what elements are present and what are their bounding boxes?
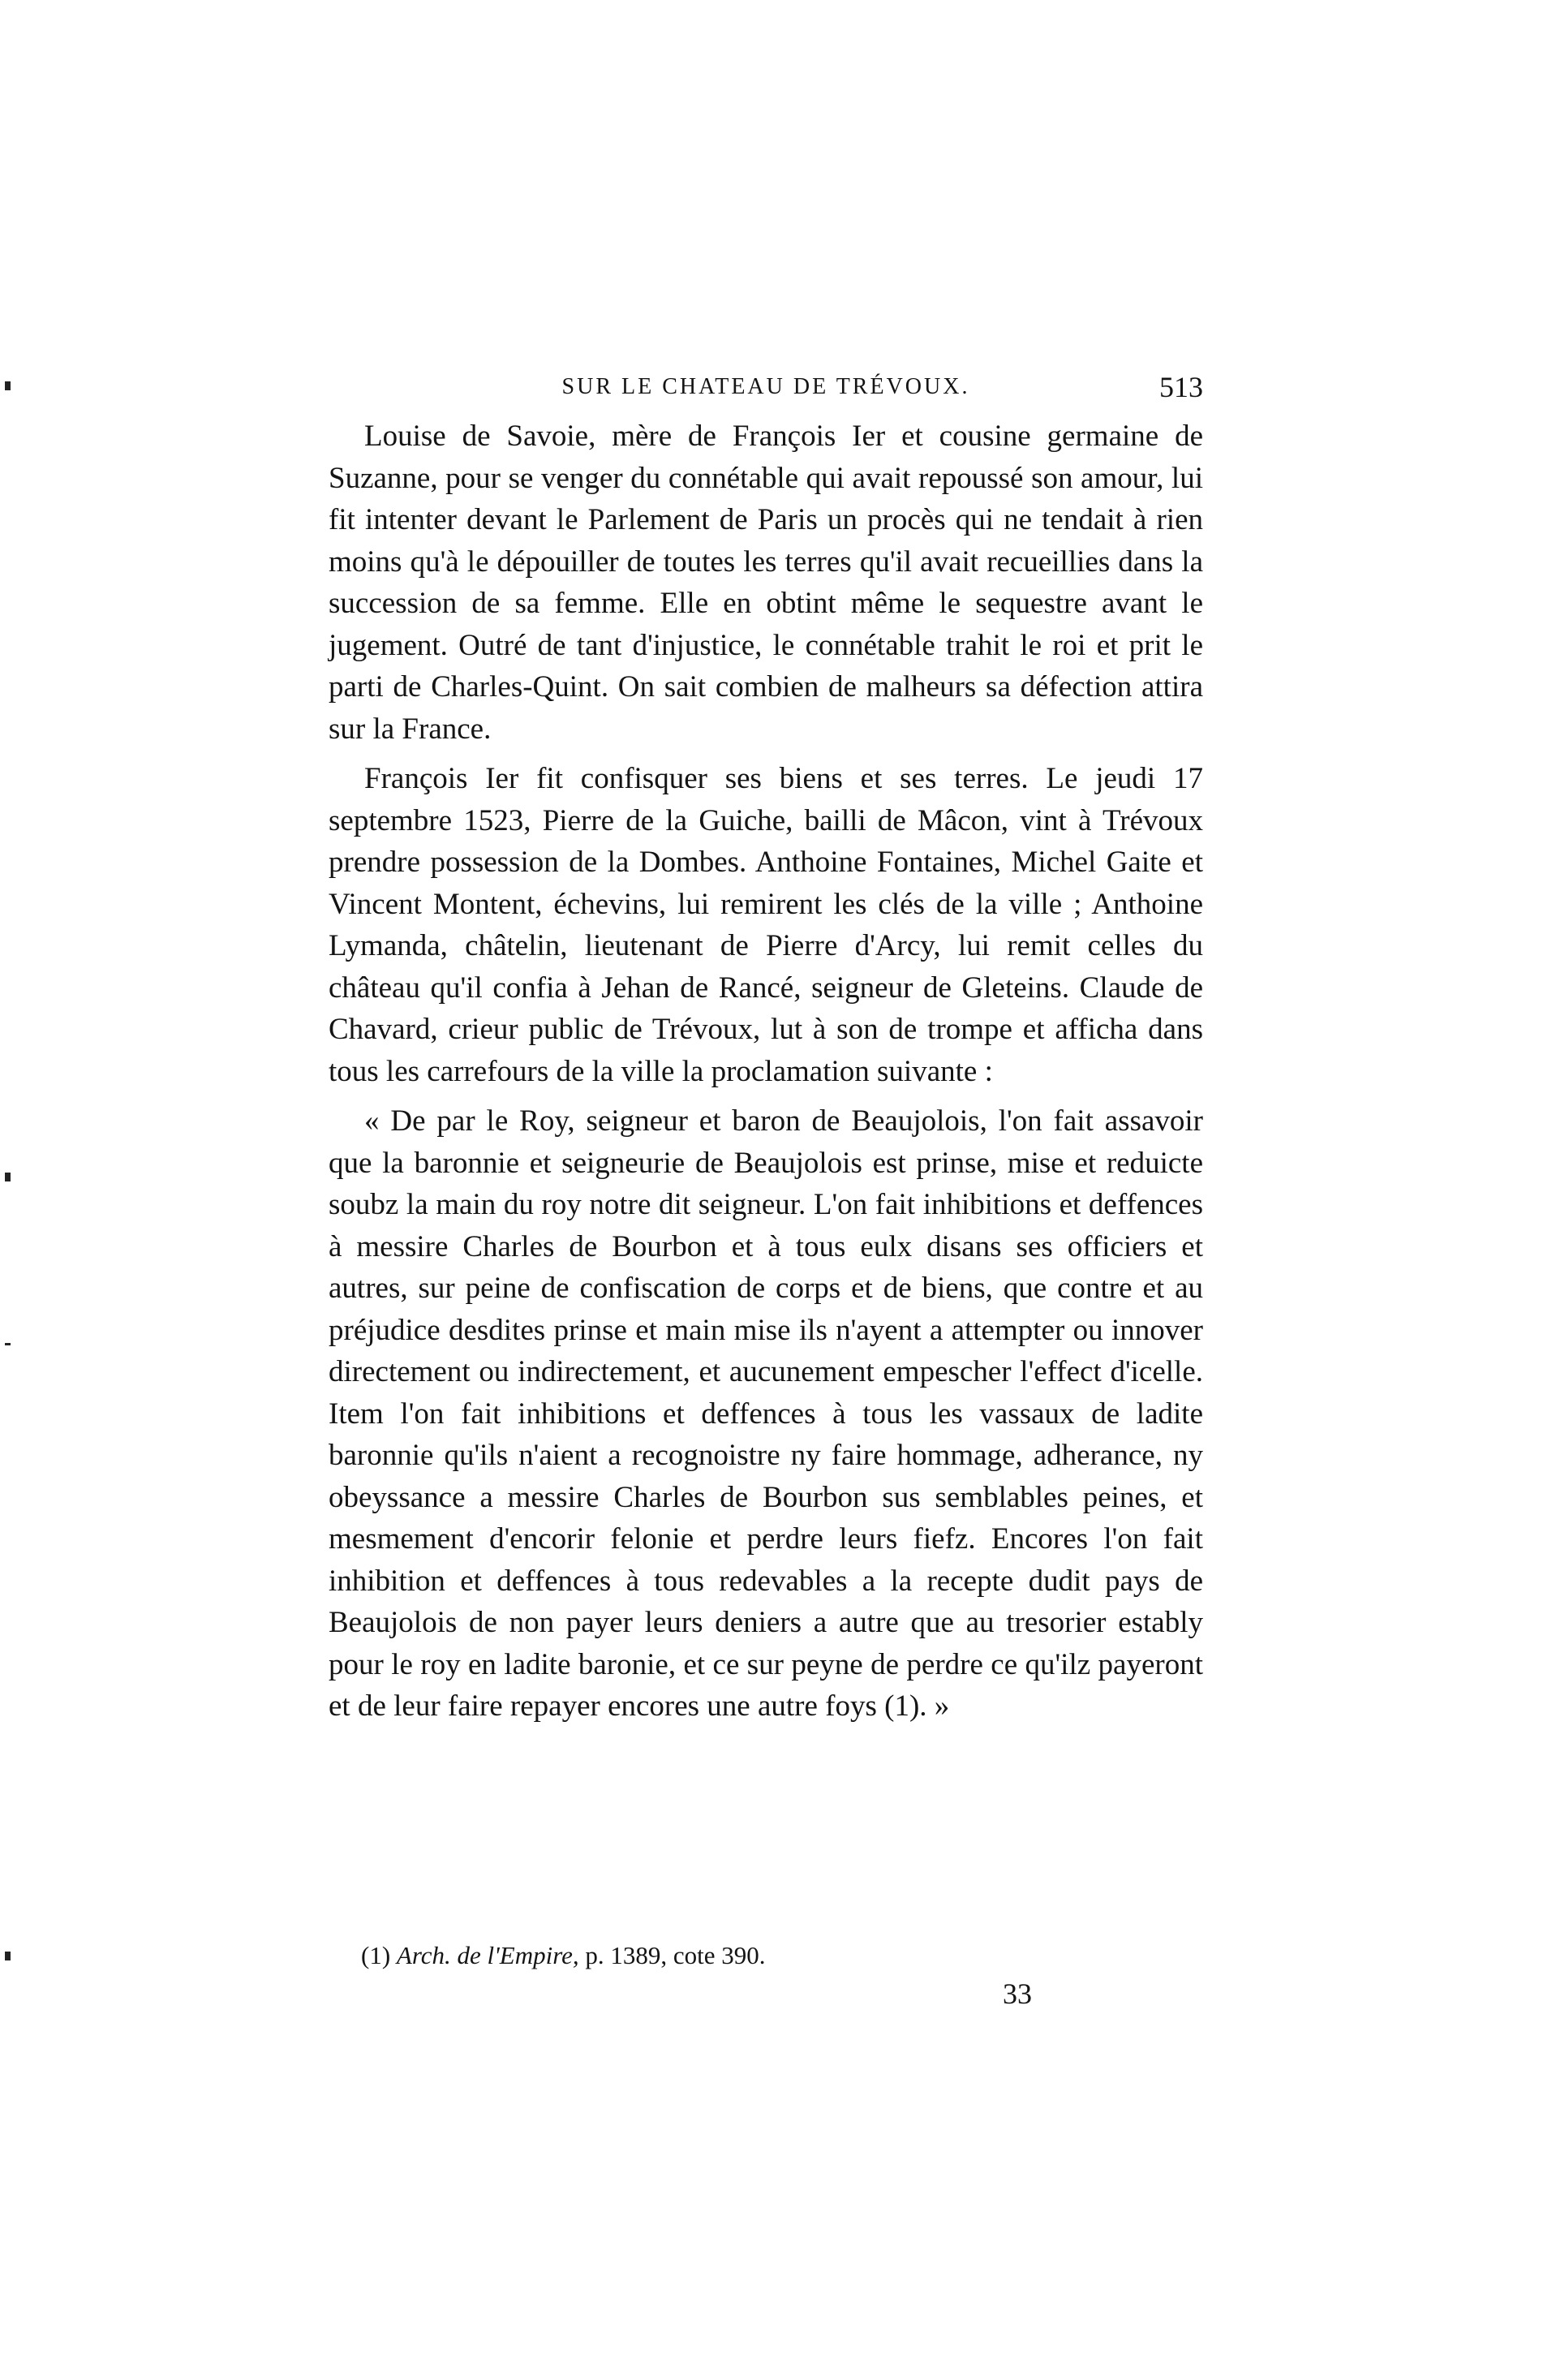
scan-edge-mark xyxy=(5,1343,11,1345)
running-title: SUR LE CHATEAU DE TRÉVOUX. xyxy=(561,374,970,399)
footnote-reference: p. 1389, cote 390. xyxy=(585,1941,766,1969)
scan-edge-mark xyxy=(5,1952,11,1960)
paragraph-francois-confiscation: François Ier fit confisquer ses biens et ses terres. Le jeudi 17 septembre 1523, Pierre de la Guiche, bailli de Mâcon, vint à Trévoux prendre possession de la Dombes. Anthoine Fontaines, Michel Gaite et Vincent Montent, échevins, lui remirent les clés de la ville ; Anthoine Lymanda, châtelin, lieutenant de Pierre d'Arcy, lui remit celles du château qu'il confia à Jehan de Rancé, seigneur de Gleteins. Claude de Chavard, crieur public de Trévoux, lut à son de trompe et afficha dans tous les carrefours de la ville la proclamation suivante : xyxy=(329,762,1203,1088)
body-text xyxy=(329,415,1203,1728)
running-head xyxy=(329,367,1203,407)
footnote-marker: (1) xyxy=(361,1941,391,1969)
signature-mark: 33 xyxy=(1003,1978,1032,2010)
scan-edge-mark xyxy=(5,1173,11,1181)
scan-edge-mark xyxy=(5,381,11,390)
footnote-source: Arch. de l'Empire, xyxy=(396,1941,579,1969)
page-number: 513 xyxy=(1159,371,1203,403)
paragraph-louise-de-savoie: Louise de Savoie, mère de François Ier et cousine germaine de Suzanne, pour se venger du connétable qui avait repoussé son amour, lui fit intenter devant le Parlement de Paris un procès qui ne tendait à rien moins qu'à le dépouiller de toutes les terres qu'il avait recueillies dans la succession de sa femme. Elle en obtint même le sequestre avant le jugement. Outré de tant d'injustice, le connétable trahit le roi et prit le parti de Charles-Quint. On sait combien de malheurs sa défection attira sur la France. xyxy=(329,420,1203,746)
footnote xyxy=(361,1938,766,1973)
paragraph-proclamation: « De par le Roy, seigneur et baron de Beaujolois, l'on fait assavoir que la baronnie et seigneurie de Beaujolois est prinse, mise et reduicte soubz la main du roy notre dit seigneur. L'on fait inhibitions et deffences à messire Charles de Bourbon et à tous eulx disans ses officiers et autres, sur peine de confiscation de corps et de biens, que contre et au préjudice desdites prinse et main mise ils n'ayent a attempter ou innover directement ou indirectement, et aucunement empescher l'effect d'icelle. Item l'on fait inhibitions et deffences à tous les vassaux de ladite baronnie qu'ils n'aient a recognoistre ny faire hommage, adherance, ny obeyssance a messire Charles de Bourbon sus semblables peines, et mesmement d'encorir felonie et perdre leurs fiefz. Encores l'on fait inhibition et deffences à tous redevables a la recepte dudit pays de Beaujolois de non payer leurs deniers a autre que au tresorier estably pour le roy en ladite baronie, et ce sur peyne de perdre ce qu'ilz payeront et de leur faire repayer encores une autre foys (1). » xyxy=(329,1104,1203,1723)
